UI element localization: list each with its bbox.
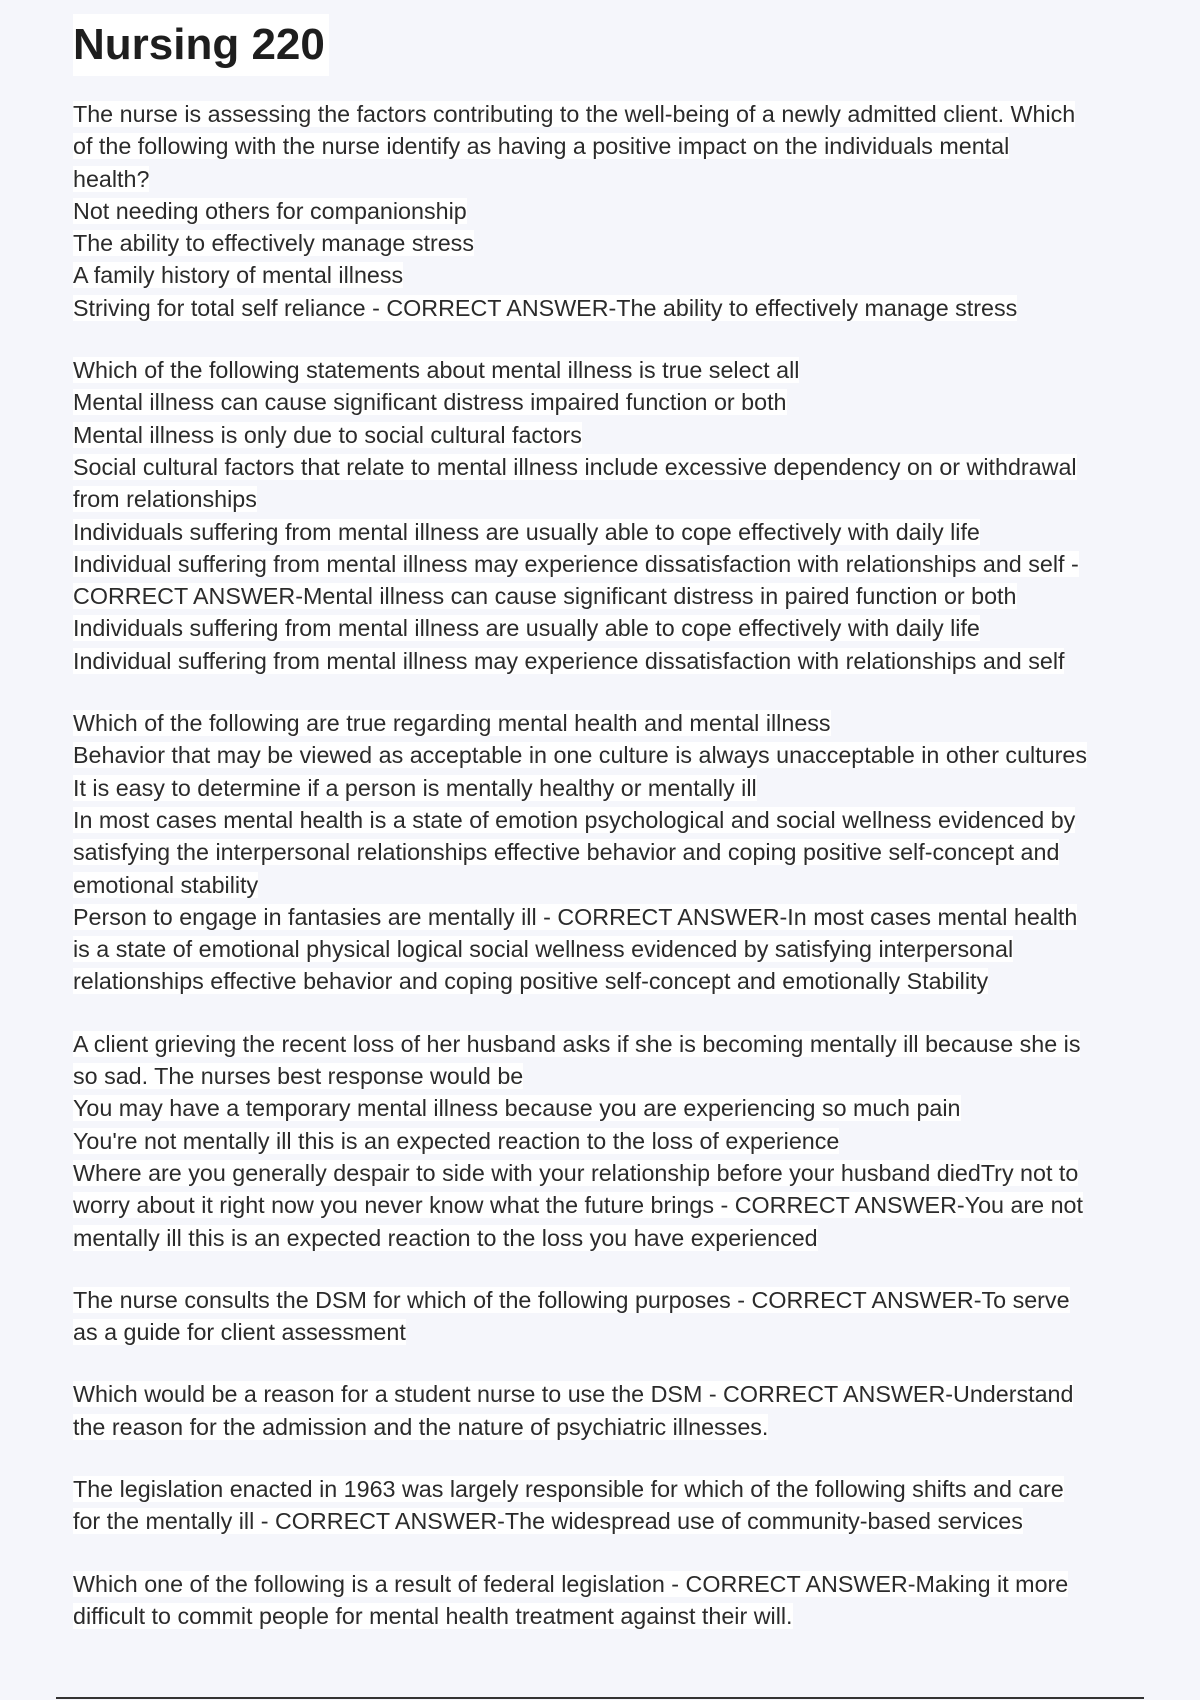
- document-page: [73, 14, 1133, 1662]
- page-title: Nursing 220: [73, 14, 329, 76]
- question-block-2: [73, 354, 1133, 677]
- text-line: the reason for the admission and the nature of psychiatric illnesses.: [73, 1413, 769, 1440]
- text-line: Mental illness can cause significant distress impaired function or both: [73, 389, 787, 416]
- text-line: emotional stability: [73, 871, 259, 898]
- text-line: satisfying the interpersonal relationships effective behavior and coping positive self-concept and: [73, 839, 1060, 866]
- question-block-3: [73, 707, 1133, 998]
- text-line: for the mentally ill - CORRECT ANSWER-The widespread use of community-based services: [73, 1508, 1023, 1535]
- question-block-6: [73, 1378, 1133, 1443]
- text-line: Person to engage in fantasies are mentally ill - CORRECT ANSWER-In most cases mental health: [73, 903, 1078, 930]
- text-line: It is easy to determine if a person is mentally healthy or mentally ill: [73, 774, 757, 801]
- question-block-5: [73, 1284, 1133, 1349]
- text-line: Social cultural factors that relate to mental illness include excessive dependency on or withdrawal: [73, 453, 1077, 480]
- text-line: Striving for total self reliance - CORRECT ANSWER-The ability to effectively manage stress: [73, 294, 1018, 321]
- text-line: CORRECT ANSWER-Mental illness can cause significant distress in paired function or both: [73, 583, 1017, 610]
- text-line: Individual suffering from mental illness may experience dissatisfaction with relationships and self: [73, 647, 1065, 674]
- text-line: from relationships: [73, 486, 257, 513]
- page-bottom-rule: [56, 1697, 1144, 1699]
- text-line: so sad. The nurses best response would be: [73, 1063, 524, 1090]
- text-line: Where are you generally despair to side with your relationship before your husband diedTry not to: [73, 1159, 1079, 1186]
- question-block-8: [73, 1568, 1133, 1633]
- text-line: Which of the following are true regarding mental health and mental illness: [73, 710, 831, 737]
- text-line: Which would be a reason for a student nurse to use the DSM - CORRECT ANSWER-Understand: [73, 1381, 1074, 1408]
- text-line: Individuals suffering from mental illness are usually able to cope effectively with daily life: [73, 518, 980, 545]
- text-line: mentally ill this is an expected reaction to the loss you have experienced: [73, 1224, 818, 1251]
- question-block-1: [73, 98, 1133, 324]
- text-line: difficult to commit people for mental health treatment against their will.: [73, 1602, 793, 1629]
- text-line: Behavior that may be viewed as acceptable in one culture is always unacceptable in other cultures: [73, 742, 1087, 769]
- text-line: health?: [73, 165, 150, 192]
- text-line: Not needing others for companionship: [73, 197, 467, 224]
- text-line: You're not mentally ill this is an expected reaction to the loss of experience: [73, 1127, 840, 1154]
- text-line: Which one of the following is a result of federal legislation - CORRECT ANSWER-Making it more: [73, 1570, 1069, 1597]
- text-line: A client grieving the recent loss of her husband asks if she is becoming mentally ill because she is: [73, 1030, 1081, 1057]
- text-line: relationships effective behavior and coping positive self-concept and emotionally Stability: [73, 968, 989, 995]
- text-line: as a guide for client assessment: [73, 1319, 406, 1346]
- text-line: Individuals suffering from mental illness are usually able to cope effectively with daily life: [73, 615, 980, 642]
- text-line: In most cases mental health is a state of emotion psychological and social wellness evidenced by: [73, 806, 1076, 833]
- text-line: You may have a temporary mental illness because you are experiencing so much pain: [73, 1095, 961, 1122]
- text-line: is a state of emotional physical logical social wellness evidenced by satisfying interpersonal: [73, 936, 1014, 963]
- text-line: Individual suffering from mental illness may experience dissatisfaction with relationships and self -: [73, 550, 1079, 577]
- text-line: The ability to effectively manage stress: [73, 230, 474, 257]
- text-line: A family history of mental illness: [73, 262, 404, 289]
- text-line: Which of the following statements about mental illness is true select all: [73, 357, 800, 384]
- text-line: worry about it right now you never know what the future brings - CORRECT ANSWER-You are not: [73, 1192, 1083, 1219]
- question-block-7: [73, 1473, 1133, 1538]
- text-line: The legislation enacted in 1963 was largely responsible for which of the following shifts and care: [73, 1475, 1064, 1502]
- text-line: The nurse is assessing the factors contributing to the well-being of a newly admitted client. Which: [73, 101, 1076, 127]
- question-block-4: [73, 1028, 1133, 1254]
- text-line: The nurse consults the DSM for which of the following purposes - CORRECT ANSWER-To serve: [73, 1286, 1070, 1313]
- text-line: of the following with the nurse identify as having a positive impact on the individuals mental: [73, 133, 1010, 160]
- text-line: Mental illness is only due to social cultural factors: [73, 421, 582, 448]
